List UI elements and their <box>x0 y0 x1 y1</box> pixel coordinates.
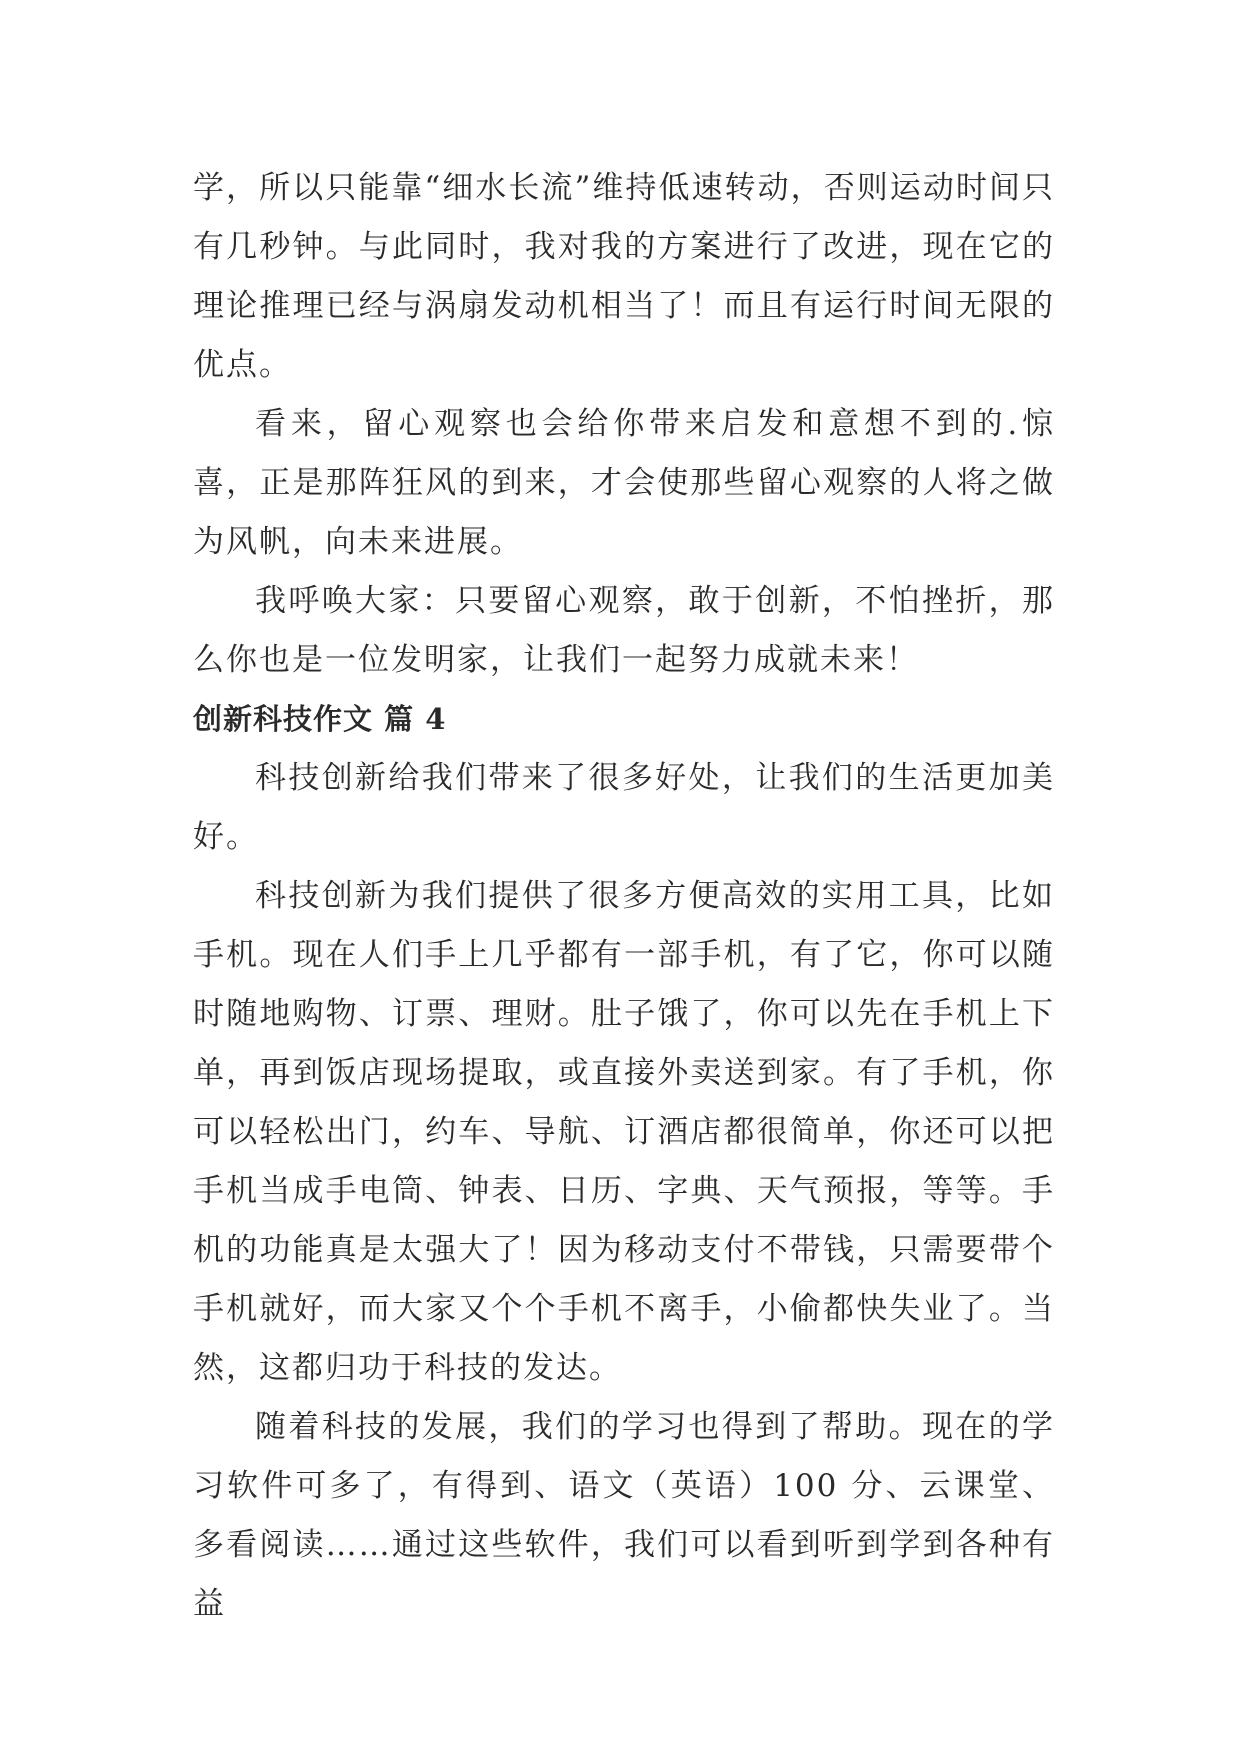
paragraph-continuation: 学，所以只能靠“细水长流”维持低速转动，否则运动时间只有几秒钟。与此同时，我对我的方案进行了改进，现在它的理论推理已经与涡扇发动机相当了！而且有运行时间无限的优点。 <box>193 170 1055 383</box>
section-heading: 创新科技作文 篇 4 <box>193 702 447 736</box>
paragraph-observation: 看来，留心观察也会给你带来启发和意想不到的.惊喜，正是那阵狂风的到来，才会使那些留心观察的人将之做为风帆，向未来进展。 <box>193 406 1055 560</box>
paragraph-phone: 科技创新为我们提供了很多方便高效的实用工具，比如手机。现在人们手上几乎都有一部手机，有了它，你可以随时随地购物、订票、理财。肚子饿了，你可以先在手机上下单，再到饭店现场提取，或直接外卖送到家。有了手机，你可以轻松出门，约车、导航、订酒店都很简单，你还可以把手机当成手电筒、钟表、日历、字典、天气预报，等等。手机的功能真是太强大了！因为移动支付不带钱，只需要带个手机就好，而大家又个个手机不离手，小偷都快失业了。当然，这都归功于科技的发达。 <box>193 878 1055 1386</box>
paragraph-intro: 科技创新给我们带来了很多好处，让我们的生活更加美好。 <box>193 760 1055 855</box>
paragraph-learning: 随着科技的发展，我们的学习也得到了帮助。现在的学习软件可多了，有得到、语文（英语）100 分、云课堂、多看阅读……通过这些软件，我们可以看到听到学到各种有益 <box>193 1409 1055 1622</box>
document-page <box>193 159 1055 1634</box>
paragraph-appeal: 我呼唤大家：只要留心观察，敢于创新，不怕挫折，那么你也是一位发明家，让我们一起努力成就未来！ <box>193 583 1055 678</box>
